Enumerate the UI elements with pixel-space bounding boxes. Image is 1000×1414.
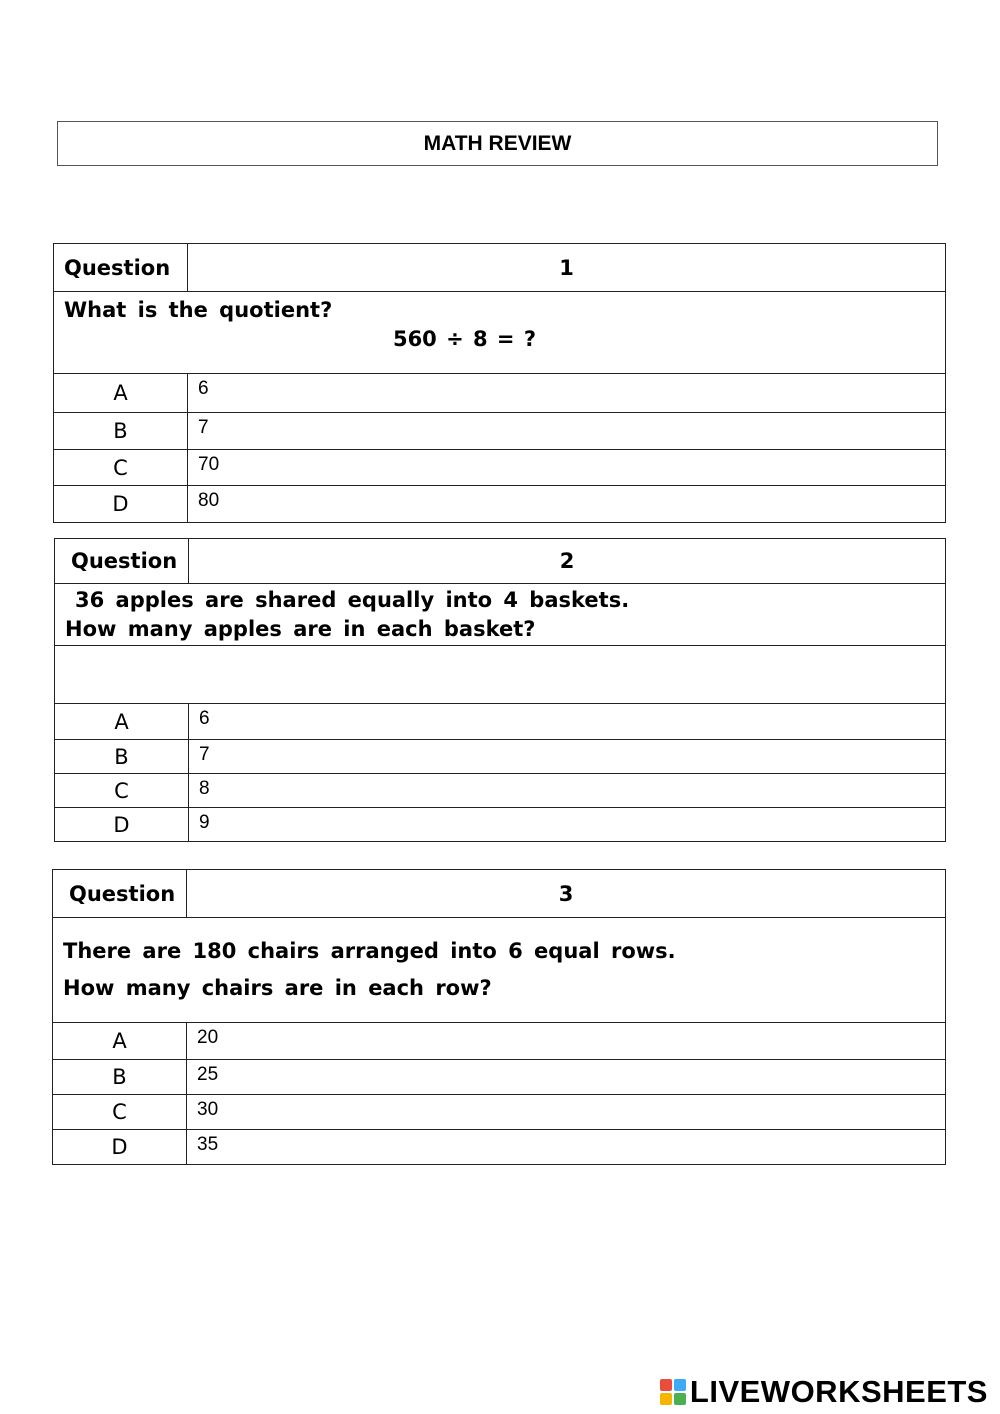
question-label: Question xyxy=(53,870,187,918)
question-2-table xyxy=(54,538,946,842)
question-number: 3 xyxy=(187,870,946,918)
option-value[interactable]: 35 xyxy=(187,1130,946,1165)
question-line-1: 36 apples are shared equally into 4 baskets. xyxy=(75,587,630,612)
option-letter: B xyxy=(53,1060,187,1095)
option-value[interactable]: 80 xyxy=(188,486,946,523)
question-line-1: What is the quotient? xyxy=(64,298,333,322)
option-value[interactable]: 6 xyxy=(188,374,946,413)
option-letter: D xyxy=(54,486,188,523)
option-row-a[interactable] xyxy=(55,704,946,740)
option-value[interactable]: 8 xyxy=(189,774,946,808)
option-letter: C xyxy=(53,1095,187,1130)
option-letter: B xyxy=(55,740,189,774)
option-letter: C xyxy=(55,774,189,808)
liveworksheets-logo[interactable] xyxy=(660,1374,988,1410)
option-value[interactable]: 30 xyxy=(187,1095,946,1130)
option-letter: C xyxy=(54,450,188,486)
option-value[interactable]: 9 xyxy=(189,808,946,842)
option-row-d[interactable] xyxy=(53,1130,946,1165)
option-value[interactable]: 20 xyxy=(187,1023,946,1060)
question-text xyxy=(53,918,946,1023)
question-line-1: There are 180 chairs arranged into 6 equal rows. xyxy=(63,939,676,963)
question-label: Question xyxy=(54,244,188,292)
option-letter: A xyxy=(53,1023,187,1060)
option-letter: A xyxy=(55,704,189,740)
option-row-c[interactable] xyxy=(53,1095,946,1130)
logo-text: LIVEWORKSHEETS xyxy=(689,1374,988,1409)
option-row-b[interactable] xyxy=(55,740,946,774)
question-line-2: How many chairs are in each row? xyxy=(63,976,492,1000)
question-equation: 560 ÷ 8 = ? xyxy=(392,327,537,351)
option-letter: D xyxy=(55,808,189,842)
option-row-c[interactable] xyxy=(54,450,946,486)
logo-block-blue xyxy=(674,1379,686,1391)
option-value[interactable]: 70 xyxy=(188,450,946,486)
option-letter: B xyxy=(54,413,188,450)
question-line-2: How many apples are in each basket? xyxy=(65,616,536,641)
option-row-a[interactable] xyxy=(54,374,946,413)
option-row-d[interactable] xyxy=(55,808,946,842)
option-row-b[interactable] xyxy=(53,1060,946,1095)
question-number: 2 xyxy=(189,539,946,584)
option-row-d[interactable] xyxy=(54,486,946,523)
logo-block-yellow xyxy=(660,1393,672,1405)
option-value[interactable]: 7 xyxy=(189,740,946,774)
answer-space xyxy=(55,646,946,704)
option-letter: D xyxy=(53,1130,187,1165)
option-row-c[interactable] xyxy=(55,774,946,808)
logo-blocks-icon xyxy=(660,1379,686,1405)
logo-block-red xyxy=(660,1379,672,1391)
logo-block-green xyxy=(674,1393,686,1405)
page-title: MATH REVIEW xyxy=(57,121,938,166)
question-text xyxy=(54,292,946,374)
question-3-table xyxy=(52,869,946,1165)
option-letter: A xyxy=(54,374,188,413)
question-text xyxy=(55,584,946,646)
option-value[interactable]: 6 xyxy=(189,704,946,740)
question-1-table xyxy=(53,243,946,523)
question-number: 1 xyxy=(188,244,946,292)
option-value[interactable]: 7 xyxy=(188,413,946,450)
option-row-a[interactable] xyxy=(53,1023,946,1060)
option-value[interactable]: 25 xyxy=(187,1060,946,1095)
question-label: Question xyxy=(55,539,189,584)
option-row-b[interactable] xyxy=(54,413,946,450)
